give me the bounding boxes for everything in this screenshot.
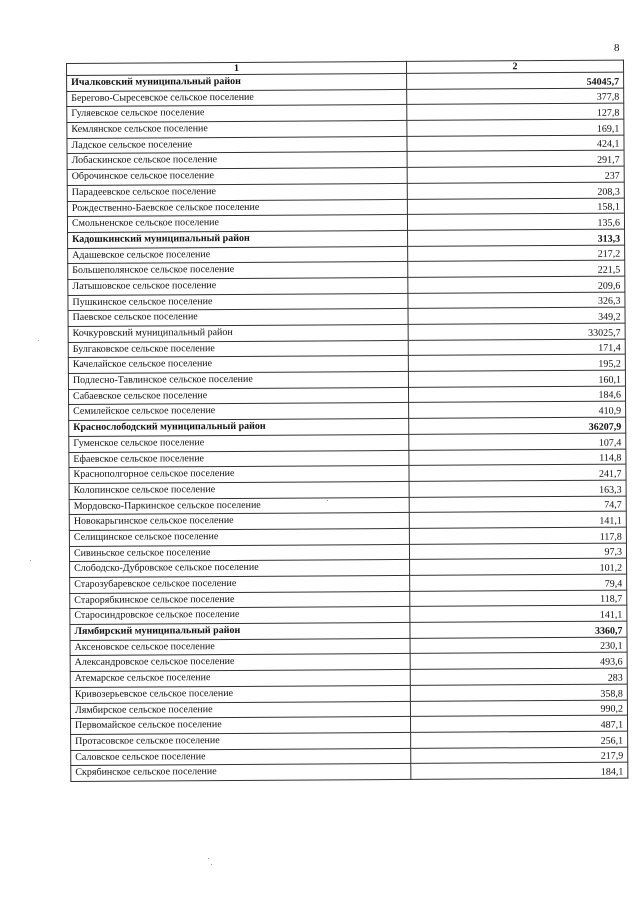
row-name: Скрябинское сельское поселение <box>71 764 411 782</box>
row-value: 97,3 <box>409 543 626 560</box>
row-name: Саловское сельское поселение <box>71 748 411 766</box>
row-value: 209,6 <box>408 276 625 293</box>
row-name: Селищинское сельское поселение <box>69 528 409 546</box>
row-value: 118,7 <box>410 590 627 607</box>
row-value: 184,1 <box>411 762 628 779</box>
row-name: Гуляевское сельское поселение <box>67 105 407 123</box>
row-name: Старорябкинское сельское поселение <box>70 591 410 609</box>
row-name: Новокарьгинское сельское поселение <box>69 513 409 531</box>
row-value: 74,7 <box>409 496 626 513</box>
row-name: Сивиньское сельское поселение <box>69 544 409 562</box>
row-value: 349,2 <box>408 307 625 324</box>
column-header-2: 2 <box>406 60 623 73</box>
row-name: Лямбирское сельское поселение <box>70 701 410 719</box>
row-name: Лямбирский муниципальный район <box>70 622 410 640</box>
row-value: 990,2 <box>410 700 627 717</box>
row-name: Краснополгорное сельское поселение <box>69 466 409 484</box>
row-name: Качелайское сельское поселение <box>68 356 408 374</box>
row-value: 237 <box>407 166 624 183</box>
row-name: Рождественно-Баевское сельское поселение <box>67 199 407 217</box>
row-name: Берегово-Сыресевское сельское поселение <box>67 89 407 107</box>
row-value: 217,2 <box>408 245 625 262</box>
row-value: 135,6 <box>407 213 624 230</box>
row-value: 141,1 <box>410 605 627 622</box>
row-value: 291,7 <box>407 151 624 168</box>
row-value: 424,1 <box>407 135 624 152</box>
row-name: Первомайское сельское поселение <box>71 717 411 735</box>
page-number: 8 <box>614 42 620 54</box>
row-name: Кривозерьевское сельское поселение <box>70 685 410 703</box>
row-name: Старосиндровское сельское поселение <box>70 607 410 625</box>
row-value: 410,9 <box>409 402 626 419</box>
row-name: Колопинское сельское поселение <box>69 481 409 499</box>
row-name: Кадошкинский муниципальный район <box>68 230 408 248</box>
row-value: 326,3 <box>408 292 625 309</box>
row-value: 256,1 <box>411 731 628 748</box>
row-value: 117,8 <box>409 527 626 544</box>
row-name: Подлесно-Тавлинское сельское поселение <box>68 371 408 389</box>
column-header-1: 1 <box>67 61 407 75</box>
row-name: Булгаковское сельское поселение <box>68 340 408 358</box>
row-value: 493,6 <box>410 653 627 670</box>
row-name: Ладское сельское поселение <box>67 136 407 154</box>
row-name: Ефаевское сельское поселение <box>69 450 409 468</box>
row-value: 101,2 <box>410 558 627 575</box>
row-value: 158,1 <box>407 198 624 215</box>
row-name: Семилейское сельское поселение <box>69 403 409 421</box>
row-value: 313,3 <box>408 229 625 246</box>
row-value: 230,1 <box>410 637 627 654</box>
row-name: Большеполянское сельское поселение <box>68 262 408 280</box>
row-value: 114,8 <box>409 449 626 466</box>
row-name: Александровское сельское поселение <box>70 654 410 672</box>
row-name: Кочкуровский муниципальный район <box>68 324 408 342</box>
row-name: Адашевское сельское поселение <box>68 246 408 264</box>
row-name: Старозубаревское сельское поселение <box>70 575 410 593</box>
row-value: 127,8 <box>407 103 624 120</box>
row-name: Гуменское сельское поселение <box>69 434 409 452</box>
row-value: 221,5 <box>408 260 625 277</box>
row-value: 79,4 <box>410 574 627 591</box>
row-value: 283 <box>410 668 627 685</box>
row-value: 217,9 <box>411 747 628 764</box>
row-name: Ичалковский муниципальный район <box>67 73 407 91</box>
row-value: 358,8 <box>410 684 627 701</box>
row-name: Слободско-Дубровское сельское поселение <box>70 560 410 578</box>
row-value: 208,3 <box>407 182 624 199</box>
row-value: 107,4 <box>409 433 626 450</box>
row-name: Протасовское сельское поселение <box>71 732 411 750</box>
row-name: Кемлянское сельское поселение <box>67 120 407 138</box>
row-name: Паевское сельское поселение <box>68 309 408 327</box>
row-name: Латышовское сельское поселение <box>68 277 408 295</box>
row-value: 163,3 <box>409 480 626 497</box>
row-value: 141,1 <box>409 511 626 528</box>
row-name: Смольненское сельское поселение <box>67 215 407 233</box>
row-name: Атемарское сельское поселение <box>70 670 410 688</box>
row-value: 54045,7 <box>407 72 624 89</box>
table-row <box>71 762 628 781</box>
row-name: Парадеевское сельское поселение <box>67 183 407 201</box>
row-value: 33025,7 <box>408 323 625 340</box>
row-value: 3360,7 <box>410 621 627 638</box>
row-value: 377,8 <box>407 88 624 105</box>
row-value: 487,1 <box>410 715 627 732</box>
row-value: 169,1 <box>407 119 624 136</box>
row-name: Лобаскинское сельское поселение <box>67 152 407 170</box>
row-value: 160,1 <box>408 370 625 387</box>
row-value: 184,6 <box>408 386 625 403</box>
row-name: Оброчинское сельское поселение <box>67 168 407 186</box>
row-name: Пушкинское сельское поселение <box>68 293 408 311</box>
data-table <box>66 60 628 782</box>
row-name: Аксеновское сельское поселение <box>70 638 410 656</box>
row-value: 171,4 <box>408 339 625 356</box>
row-value: 241,7 <box>409 464 626 481</box>
row-value: 36207,9 <box>409 417 626 434</box>
row-name: Мордовско-Паркинское сельское поселение <box>69 497 409 515</box>
row-name: Краснослободский муниципальный район <box>69 419 409 437</box>
table-body <box>67 72 628 781</box>
row-name: Сабаевское сельское поселение <box>68 387 408 405</box>
row-value: 195,2 <box>408 354 625 371</box>
